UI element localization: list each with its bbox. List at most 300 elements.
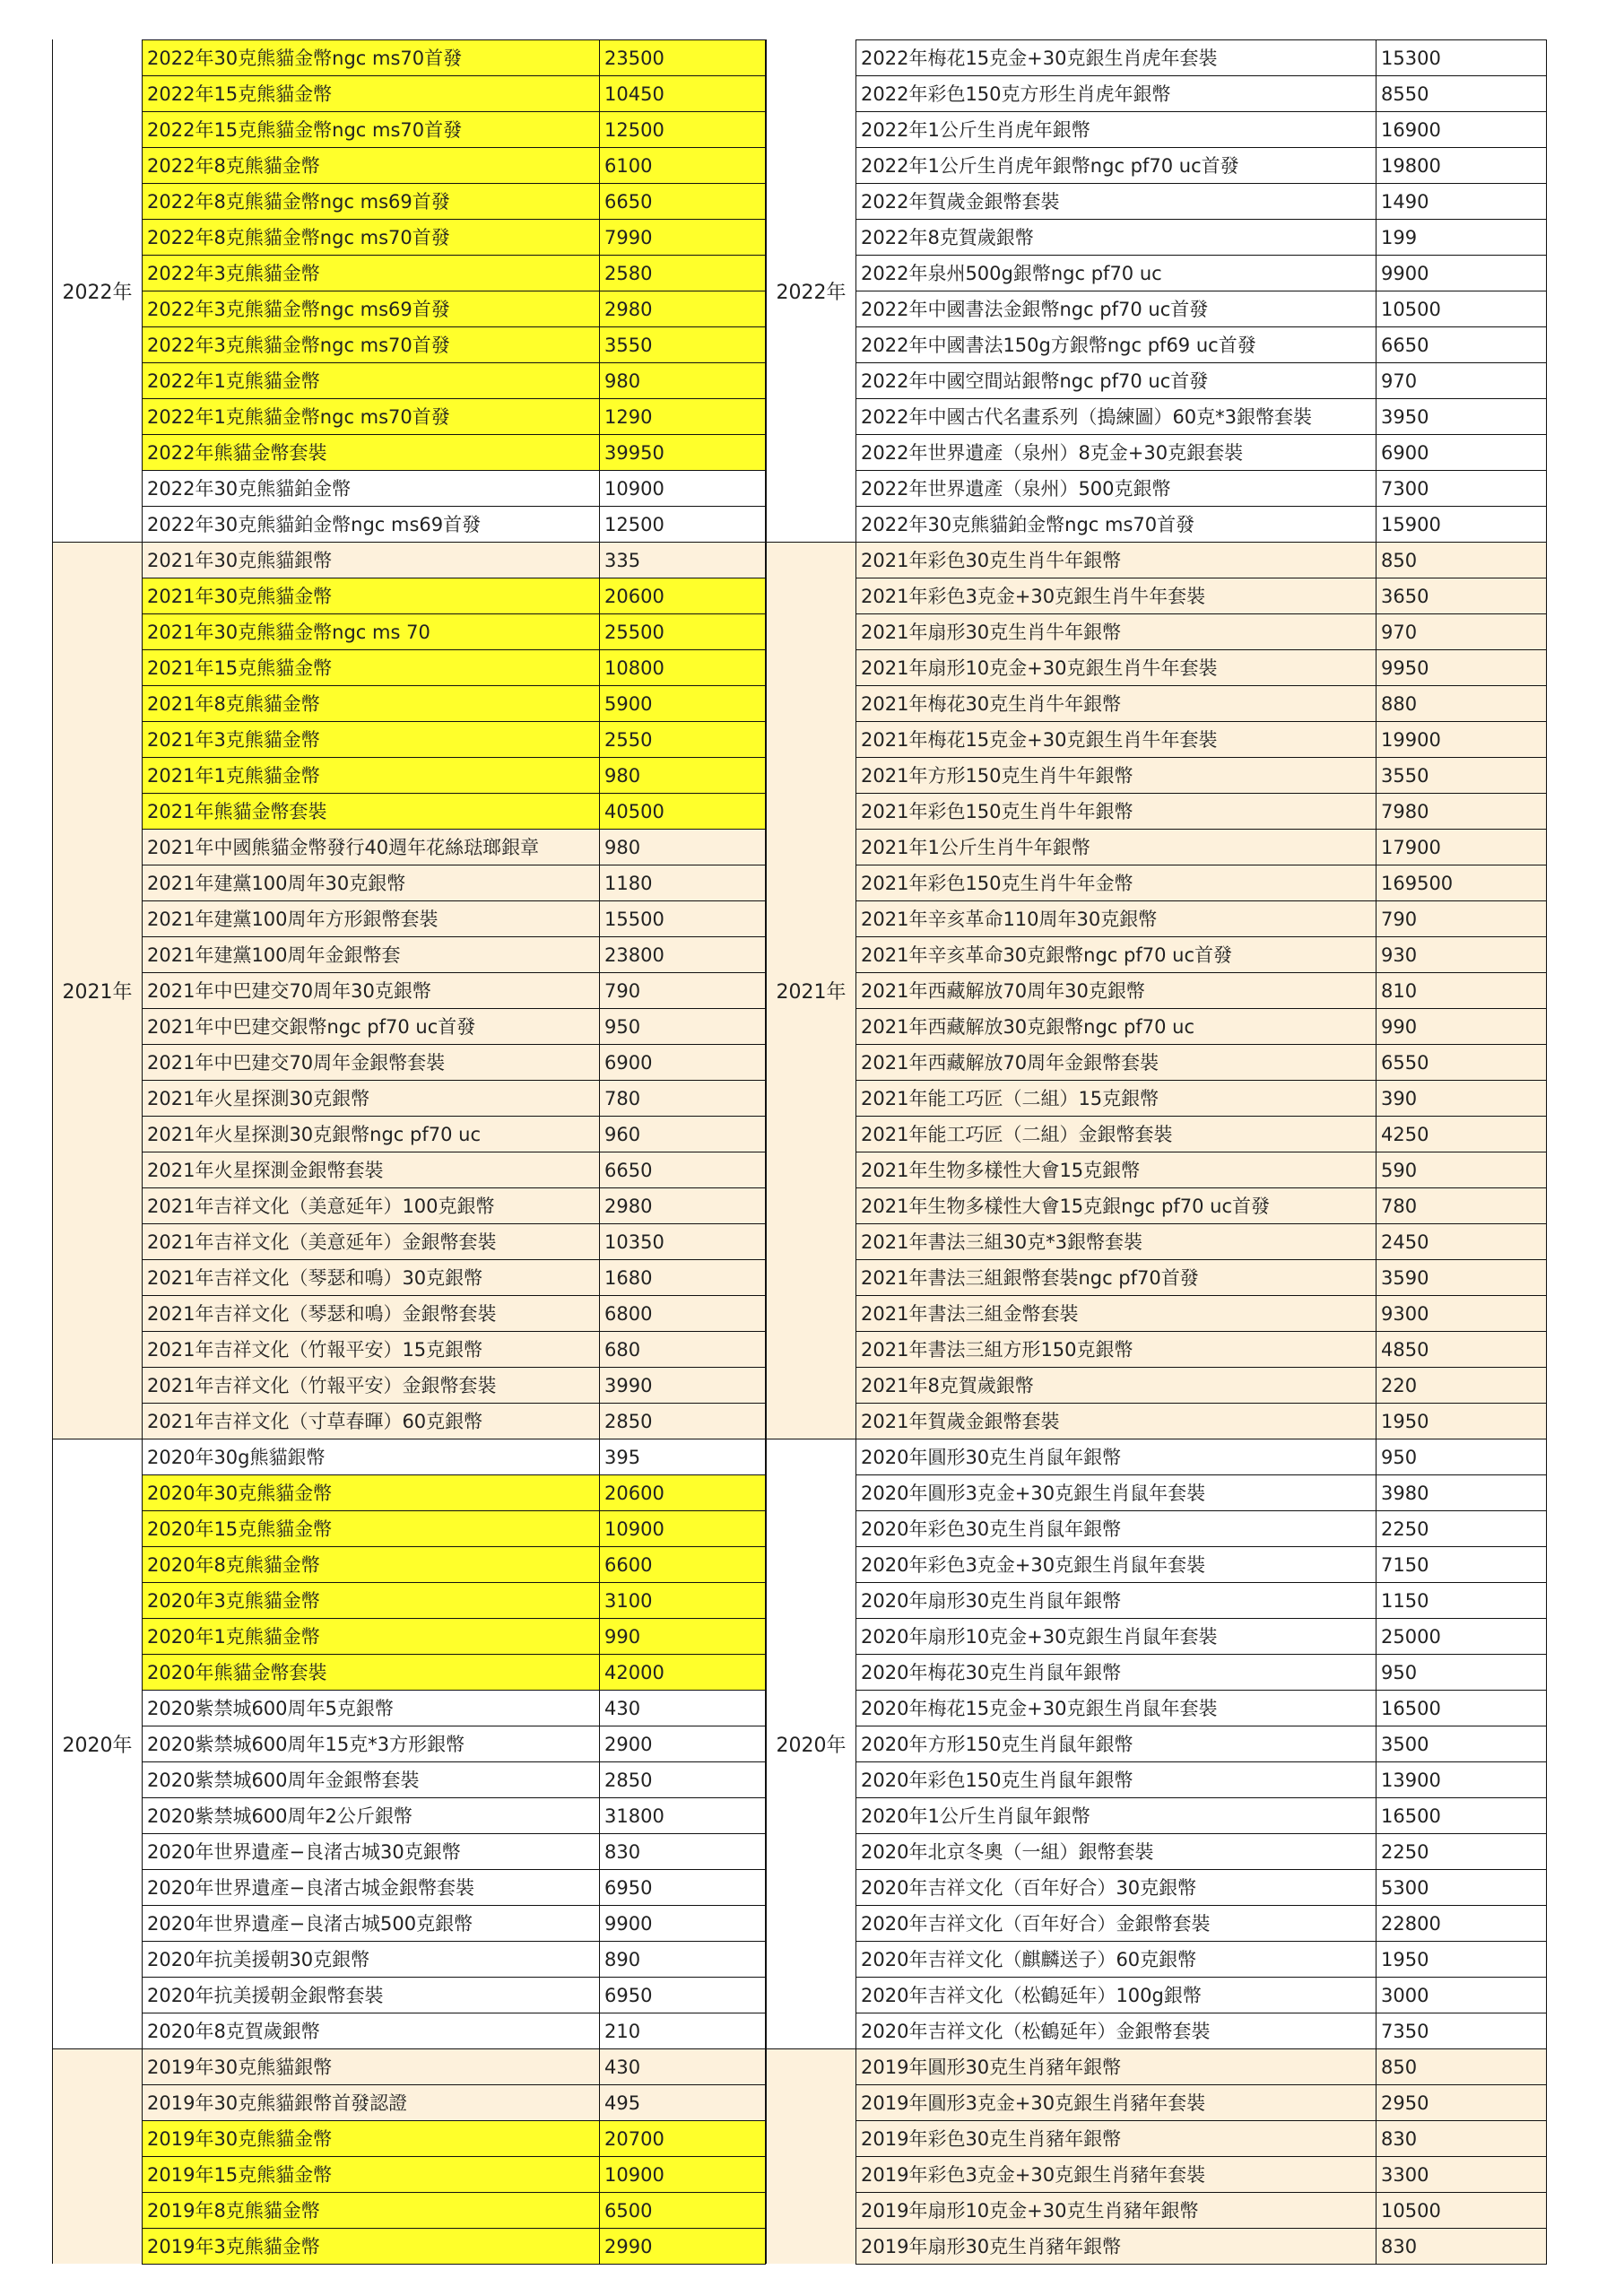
item-name: 2019年30克熊貓銀幣	[142, 2048, 600, 2085]
item-name: 2021年生物多樣性大會15克銀ngc pf70 uc首發	[855, 1187, 1376, 1224]
table-row	[855, 829, 1547, 865]
table-row	[142, 1510, 766, 1546]
table-row	[142, 362, 766, 398]
item-name: 2021年30克熊貓銀幣	[142, 542, 600, 578]
table-row	[855, 1474, 1547, 1510]
item-name: 2021年吉祥文化（竹報平安）金銀幣套裝	[142, 1367, 600, 1404]
item-name: 2022年1公斤生肖虎年銀幣ngc pf70 uc首發	[855, 147, 1376, 184]
item-price: 6100	[599, 147, 766, 184]
item-price: 3550	[599, 326, 766, 363]
table-row	[142, 75, 766, 111]
table-row	[855, 1941, 1547, 1977]
table-row	[142, 291, 766, 326]
item-price: 10450	[599, 75, 766, 112]
table-row	[855, 1977, 1547, 2013]
item-price: 16500	[1376, 1690, 1547, 1726]
table-row	[855, 2120, 1547, 2156]
item-price: 430	[599, 1690, 766, 1726]
item-price: 2850	[599, 1761, 766, 1798]
item-name: 2020年梅花15克金+30克銀生肖鼠年套裝	[855, 1690, 1376, 1726]
item-name: 2020年圓形3克金+30克銀生肖鼠年套裝	[855, 1474, 1376, 1511]
item-price: 40500	[599, 793, 766, 830]
year-label	[52, 2048, 142, 2264]
item-name: 2021年8克熊貓金幣	[142, 685, 600, 722]
item-price: 4850	[1376, 1331, 1547, 1368]
item-name: 2019年3克熊貓金幣	[142, 2228, 600, 2265]
table-row	[142, 1690, 766, 1726]
item-price: 950	[1376, 1654, 1547, 1691]
table-row	[142, 1474, 766, 1510]
table-row	[142, 219, 766, 255]
table-row	[855, 1116, 1547, 1152]
item-name: 2020年扇形30克生肖鼠年銀幣	[855, 1582, 1376, 1619]
item-name: 2022年世界遺產（泉州）8克金+30克銀套裝	[855, 434, 1376, 471]
year-label: 2020年	[52, 1439, 142, 2048]
table-row	[855, 39, 1547, 75]
item-name: 2021年建黨100周年30克銀幣	[142, 865, 600, 901]
item-name: 2021年建黨100周年金銀幣套	[142, 936, 600, 973]
item-price: 850	[1376, 542, 1547, 578]
item-name: 2021年能工巧匠（二組）金銀幣套裝	[855, 1116, 1376, 1152]
table-row	[142, 1761, 766, 1797]
table-row	[855, 900, 1547, 936]
item-price: 20700	[599, 2120, 766, 2157]
table-row	[142, 1582, 766, 1618]
table-row	[855, 1833, 1547, 1869]
table-row	[855, 1403, 1547, 1439]
table-row	[855, 1869, 1547, 1905]
table-row	[855, 1690, 1547, 1726]
item-name: 2021年建黨100周年方形銀幣套裝	[142, 900, 600, 937]
table-row	[142, 506, 766, 542]
table-row	[142, 1905, 766, 1941]
item-price: 2900	[599, 1726, 766, 1762]
item-price: 890	[599, 1941, 766, 1978]
year-label: 2021年	[766, 542, 855, 1439]
table-row	[855, 2084, 1547, 2120]
table-row	[855, 2156, 1547, 2192]
table-row	[855, 1008, 1547, 1044]
table-row	[142, 1654, 766, 1690]
item-name: 2021年吉祥文化（竹報平安）15克銀幣	[142, 1331, 600, 1368]
table-row	[855, 1295, 1547, 1331]
item-name: 2022年3克熊貓金幣	[142, 255, 600, 291]
item-name: 2021年梅花15克金+30克銀生肖牛年套裝	[855, 721, 1376, 758]
table-row	[142, 1941, 766, 1977]
table-row	[142, 1080, 766, 1116]
item-name: 2021年辛亥革命30克銀幣ngc pf70 uc首發	[855, 936, 1376, 973]
item-price: 960	[599, 1116, 766, 1152]
table-row	[142, 2156, 766, 2192]
table-row	[855, 183, 1547, 219]
table-row	[855, 1618, 1547, 1654]
table-row	[855, 649, 1547, 685]
item-name: 2019年8克熊貓金幣	[142, 2192, 600, 2229]
item-price: 2550	[599, 721, 766, 758]
table-row	[142, 470, 766, 506]
year-group	[766, 39, 1547, 542]
year-group	[52, 542, 766, 1439]
item-price: 7990	[599, 219, 766, 256]
table-row	[142, 757, 766, 793]
item-name: 2021年書法三組30克*3銀幣套裝	[855, 1223, 1376, 1260]
item-name: 2022年30克熊貓鉑金幣	[142, 470, 600, 507]
item-name: 2022年1克熊貓金幣ngc ms70首發	[142, 398, 600, 435]
table-row	[142, 2084, 766, 2120]
item-name: 2021年能工巧匠（二組）15克銀幣	[855, 1080, 1376, 1117]
item-price: 2580	[599, 255, 766, 291]
item-name: 2021年書法三組銀幣套裝ngc pf70首發	[855, 1259, 1376, 1296]
item-name: 2021年西藏解放70周年金銀幣套裝	[855, 1044, 1376, 1081]
item-price: 10900	[599, 2156, 766, 2193]
item-name: 2022年30克熊貓鉑金幣ngc ms70首發	[855, 506, 1376, 543]
item-name: 2020年熊貓金幣套裝	[142, 1654, 600, 1691]
table-row	[142, 183, 766, 219]
table-row	[855, 793, 1547, 829]
table-row	[142, 1152, 766, 1187]
table-row	[855, 1797, 1547, 1833]
year-label: 2020年	[766, 1439, 855, 2048]
item-price: 5900	[599, 685, 766, 722]
item-price: 6650	[599, 183, 766, 220]
item-price: 6900	[1376, 434, 1547, 471]
table-row	[855, 506, 1547, 542]
item-name: 2019年扇形10克金+30克生肖豬年銀幣	[855, 2192, 1376, 2229]
year-group	[52, 39, 766, 542]
item-name: 2019年彩色3克金+30克銀生肖豬年套裝	[855, 2156, 1376, 2193]
item-price: 42000	[599, 1654, 766, 1691]
item-name: 2019年扇形30克生肖豬年銀幣	[855, 2228, 1376, 2265]
item-name: 2021年火星探測金銀幣套裝	[142, 1152, 600, 1188]
item-price: 220	[1376, 1367, 1547, 1404]
item-price: 3590	[1376, 1259, 1547, 1296]
item-price: 980	[599, 829, 766, 865]
item-price: 6650	[599, 1152, 766, 1188]
table-row	[855, 326, 1547, 362]
item-name: 2021年1公斤生肖牛年銀幣	[855, 829, 1376, 865]
item-price: 6950	[599, 1977, 766, 2013]
item-price: 31800	[599, 1797, 766, 1834]
table-row	[142, 1259, 766, 1295]
item-name: 2020年8克熊貓金幣	[142, 1546, 600, 1583]
table-row	[855, 1726, 1547, 1761]
item-name: 2021年方形150克生肖牛年銀幣	[855, 757, 1376, 794]
item-price: 2450	[1376, 1223, 1547, 1260]
table-row	[855, 2228, 1547, 2264]
table-row	[142, 1367, 766, 1403]
item-name: 2021年賀歲金銀幣套裝	[855, 1403, 1376, 1439]
item-price: 780	[1376, 1187, 1547, 1224]
item-name: 2022年中國古代名畫系列（搗練圖）60克*3銀幣套裝	[855, 398, 1376, 435]
item-name: 2021年吉祥文化（寸草春暉）60克銀幣	[142, 1403, 600, 1439]
item-name: 2019年圓形3克金+30克銀生肖豬年套裝	[855, 2084, 1376, 2121]
item-price: 980	[599, 362, 766, 399]
table-row	[142, 936, 766, 972]
item-price: 830	[1376, 2120, 1547, 2157]
item-name: 2022年8克賀歲銀幣	[855, 219, 1376, 256]
table-row	[142, 2048, 766, 2084]
item-name: 2020年抗美援朝30克銀幣	[142, 1941, 600, 1978]
item-name: 2020年30g熊貓銀幣	[142, 1439, 600, 1475]
item-price: 20600	[599, 1474, 766, 1511]
item-name: 2020年30克熊貓金幣	[142, 1474, 600, 1511]
item-price: 9300	[1376, 1295, 1547, 1332]
item-price: 430	[599, 2048, 766, 2085]
table-row	[142, 649, 766, 685]
item-price: 1950	[1376, 1941, 1547, 1978]
item-price: 7150	[1376, 1546, 1547, 1583]
item-name: 2020紫禁城600周年5克銀幣	[142, 1690, 600, 1726]
item-price: 970	[1376, 613, 1547, 650]
table-row	[855, 721, 1547, 757]
item-price: 5300	[1376, 1869, 1547, 1906]
item-name: 2019年30克熊貓金幣	[142, 2120, 600, 2157]
item-price: 10900	[599, 1510, 766, 1547]
item-price: 6900	[599, 1044, 766, 1081]
item-name: 2022年熊貓金幣套裝	[142, 434, 600, 471]
table-row	[855, 972, 1547, 1008]
item-price: 22800	[1376, 1905, 1547, 1942]
item-name: 2019年30克熊貓銀幣首發認證	[142, 2084, 600, 2121]
item-name: 2022年8克熊貓金幣	[142, 147, 600, 184]
item-name: 2021年彩色30克生肖牛年銀幣	[855, 542, 1376, 578]
item-price: 210	[599, 2013, 766, 2049]
table-row	[855, 470, 1547, 506]
item-name: 2021年扇形30克生肖牛年銀幣	[855, 613, 1376, 650]
item-price: 990	[599, 1618, 766, 1655]
item-name: 2021年吉祥文化（琴瑟和鳴）金銀幣套裝	[142, 1295, 600, 1332]
price-sheet	[52, 39, 1547, 2266]
table-row	[855, 685, 1547, 721]
item-price: 23800	[599, 936, 766, 973]
item-name: 2021年火星探測30克銀幣	[142, 1080, 600, 1117]
item-name: 2021年彩色150克生肖牛年銀幣	[855, 793, 1376, 830]
item-name: 2020紫禁城600周年2公斤銀幣	[142, 1797, 600, 1834]
table-row	[855, 291, 1547, 326]
item-price: 3550	[1376, 757, 1547, 794]
item-name: 2020紫禁城600周年15克*3方形銀幣	[142, 1726, 600, 1762]
item-name: 2021年30克熊貓金幣	[142, 578, 600, 614]
table-row	[855, 865, 1547, 900]
item-price: 6950	[599, 1869, 766, 1906]
item-name: 2021年書法三組金幣套裝	[855, 1295, 1376, 1332]
item-price: 1680	[599, 1259, 766, 1296]
item-price: 880	[1376, 685, 1547, 722]
table-row	[142, 1439, 766, 1474]
item-name: 2022年30克熊貓鉑金幣ngc ms69首發	[142, 506, 600, 543]
item-name: 2022年中國空間站銀幣ngc pf70 uc首發	[855, 362, 1376, 399]
item-name: 2021年吉祥文化（琴瑟和鳴）30克銀幣	[142, 1259, 600, 1296]
item-name: 2021年扇形10克金+30克銀生肖牛年套裝	[855, 649, 1376, 686]
year-group	[766, 2048, 1547, 2264]
table-row	[855, 2013, 1547, 2048]
item-price: 590	[1376, 1152, 1547, 1188]
item-price: 12500	[599, 111, 766, 148]
table-row	[142, 1223, 766, 1259]
item-name: 2021年3克熊貓金幣	[142, 721, 600, 758]
table-row	[855, 1510, 1547, 1546]
item-name: 2019年彩色30克生肖豬年銀幣	[855, 2120, 1376, 2157]
item-price: 2250	[1376, 1833, 1547, 1870]
item-price: 950	[1376, 1439, 1547, 1475]
table-row	[142, 1116, 766, 1152]
table-row	[142, 147, 766, 183]
table-row	[855, 1367, 1547, 1403]
table-row	[855, 1582, 1547, 1618]
table-row	[142, 434, 766, 470]
item-name: 2022年1公斤生肖虎年銀幣	[855, 111, 1376, 148]
item-name: 2020年方形150克生肖鼠年銀幣	[855, 1726, 1376, 1762]
item-name: 2022年中國書法150g方銀幣ngc pf69 uc首發	[855, 326, 1376, 363]
table-row	[142, 972, 766, 1008]
item-name: 2020年彩色30克生肖鼠年銀幣	[855, 1510, 1376, 1547]
item-name: 2022年3克熊貓金幣ngc ms69首發	[142, 291, 600, 327]
item-price: 335	[599, 542, 766, 578]
table-row	[142, 1869, 766, 1905]
item-name: 2022年梅花15克金+30克銀生肖虎年套裝	[855, 39, 1376, 76]
item-name: 2020年15克熊貓金幣	[142, 1510, 600, 1547]
item-price: 10350	[599, 1223, 766, 1260]
item-name: 2020年1克熊貓金幣	[142, 1618, 600, 1655]
item-price: 15900	[1376, 506, 1547, 543]
table-row	[855, 1044, 1547, 1080]
year-label: 2022年	[52, 39, 142, 542]
table-row	[855, 578, 1547, 613]
item-name: 2020年世界遺產−良渚古城500克銀幣	[142, 1905, 600, 1942]
item-name: 2022年泉州500g銀幣ngc pf70 uc	[855, 255, 1376, 291]
item-name: 2021年西藏解放70周年30克銀幣	[855, 972, 1376, 1009]
item-name: 2020年吉祥文化（麒麟送子）60克銀幣	[855, 1941, 1376, 1978]
item-name: 2020年扇形10克金+30克銀生肖鼠年套裝	[855, 1618, 1376, 1655]
item-name: 2022年8克熊貓金幣ngc ms70首發	[142, 219, 600, 256]
table-row	[855, 1259, 1547, 1295]
table-row	[142, 2192, 766, 2228]
item-name: 2022年彩色150克方形生肖虎年銀幣	[855, 75, 1376, 112]
item-price: 19800	[1376, 147, 1547, 184]
item-price: 10800	[599, 649, 766, 686]
item-price: 830	[1376, 2228, 1547, 2265]
item-price: 13900	[1376, 1761, 1547, 1798]
item-name: 2021年中巴建交70周年30克銀幣	[142, 972, 600, 1009]
table-row	[855, 111, 1547, 147]
table-row	[142, 1618, 766, 1654]
item-price: 12500	[599, 506, 766, 543]
table-row	[142, 2228, 766, 2264]
year-label: 2022年	[766, 39, 855, 542]
table-row	[142, 1977, 766, 2013]
item-name: 2021年中國熊貓金幣發行40週年花絲琺瑯銀章	[142, 829, 600, 865]
item-name: 2020年彩色3克金+30克銀生肖鼠年套裝	[855, 1546, 1376, 1583]
item-name: 2021年1克熊貓金幣	[142, 757, 600, 794]
item-name: 2019年15克熊貓金幣	[142, 2156, 600, 2193]
table-row	[142, 2120, 766, 2156]
item-name: 2021年火星探測30克銀幣ngc pf70 uc	[142, 1116, 600, 1152]
table-row	[855, 1080, 1547, 1116]
item-price: 3300	[1376, 2156, 1547, 2193]
item-price: 3000	[1376, 1977, 1547, 2013]
table-row	[855, 219, 1547, 255]
item-name: 2020年梅花30克生肖鼠年銀幣	[855, 1654, 1376, 1691]
item-price: 9900	[1376, 255, 1547, 291]
item-name: 2020年1公斤生肖鼠年銀幣	[855, 1797, 1376, 1834]
table-row	[142, 1797, 766, 1833]
item-price: 3950	[1376, 398, 1547, 435]
item-price: 15300	[1376, 39, 1547, 76]
item-price: 1180	[599, 865, 766, 901]
item-price: 850	[1376, 2048, 1547, 2085]
item-price: 830	[599, 1833, 766, 1870]
table-row	[142, 829, 766, 865]
table-row	[855, 1223, 1547, 1259]
table-row	[855, 1905, 1547, 1941]
table-row	[142, 721, 766, 757]
item-name: 2020年3克熊貓金幣	[142, 1582, 600, 1619]
item-name: 2021年中巴建交銀幣ngc pf70 uc首發	[142, 1008, 600, 1045]
item-price: 3100	[599, 1582, 766, 1619]
year-group	[766, 1439, 1547, 2048]
table-row	[142, 1403, 766, 1439]
year-label: 2021年	[52, 542, 142, 1439]
item-name: 2020年抗美援朝金銀幣套裝	[142, 1977, 600, 2013]
item-price: 3650	[1376, 578, 1547, 614]
table-row	[855, 2048, 1547, 2084]
item-price: 19900	[1376, 721, 1547, 758]
item-price: 39950	[599, 434, 766, 471]
item-price: 7300	[1376, 470, 1547, 507]
table-row	[142, 1726, 766, 1761]
item-name: 2020年8克賀歲銀幣	[142, 2013, 600, 2049]
item-price: 2950	[1376, 2084, 1547, 2121]
table-row	[142, 111, 766, 147]
item-price: 970	[1376, 362, 1547, 399]
item-price: 950	[599, 1008, 766, 1045]
item-name: 2021年彩色150克生肖牛年金幣	[855, 865, 1376, 901]
item-name: 2022年8克熊貓金幣ngc ms69首發	[142, 183, 600, 220]
item-name: 2022年15克熊貓金幣	[142, 75, 600, 112]
item-price: 199	[1376, 219, 1547, 256]
item-price: 6600	[599, 1546, 766, 1583]
item-price: 2250	[1376, 1510, 1547, 1547]
table-row	[855, 147, 1547, 183]
item-price: 10500	[1376, 2192, 1547, 2229]
table-row	[855, 362, 1547, 398]
item-price: 6800	[599, 1295, 766, 1332]
year-group	[766, 542, 1547, 1439]
item-name: 2021年中巴建交70周年金銀幣套裝	[142, 1044, 600, 1081]
item-price: 1490	[1376, 183, 1547, 220]
item-name: 2020年吉祥文化（百年好合）30克銀幣	[855, 1869, 1376, 1906]
item-price: 980	[599, 757, 766, 794]
table-row	[142, 613, 766, 649]
item-name: 2020年圓形30克生肖鼠年銀幣	[855, 1439, 1376, 1475]
item-price: 23500	[599, 39, 766, 76]
item-price: 16500	[1376, 1797, 1547, 1834]
item-name: 2020年世界遺產−良渚古城金銀幣套裝	[142, 1869, 600, 1906]
item-price: 4250	[1376, 1116, 1547, 1152]
item-price: 780	[599, 1080, 766, 1117]
table-row	[142, 578, 766, 613]
item-name: 2022年3克熊貓金幣ngc ms70首發	[142, 326, 600, 363]
item-name: 2021年彩色3克金+30克銀生肖牛年套裝	[855, 578, 1376, 614]
item-name: 2022年30克熊貓金幣ngc ms70首發	[142, 39, 600, 76]
item-name: 2021年辛亥革命110周年30克銀幣	[855, 900, 1376, 937]
item-name: 2022年1克熊貓金幣	[142, 362, 600, 399]
table-row	[142, 900, 766, 936]
item-name: 2021年梅花30克生肖牛年銀幣	[855, 685, 1376, 722]
item-name: 2021年吉祥文化（美意延年）金銀幣套裝	[142, 1223, 600, 1260]
table-row	[142, 685, 766, 721]
item-name: 2022年世界遺產（泉州）500克銀幣	[855, 470, 1376, 507]
